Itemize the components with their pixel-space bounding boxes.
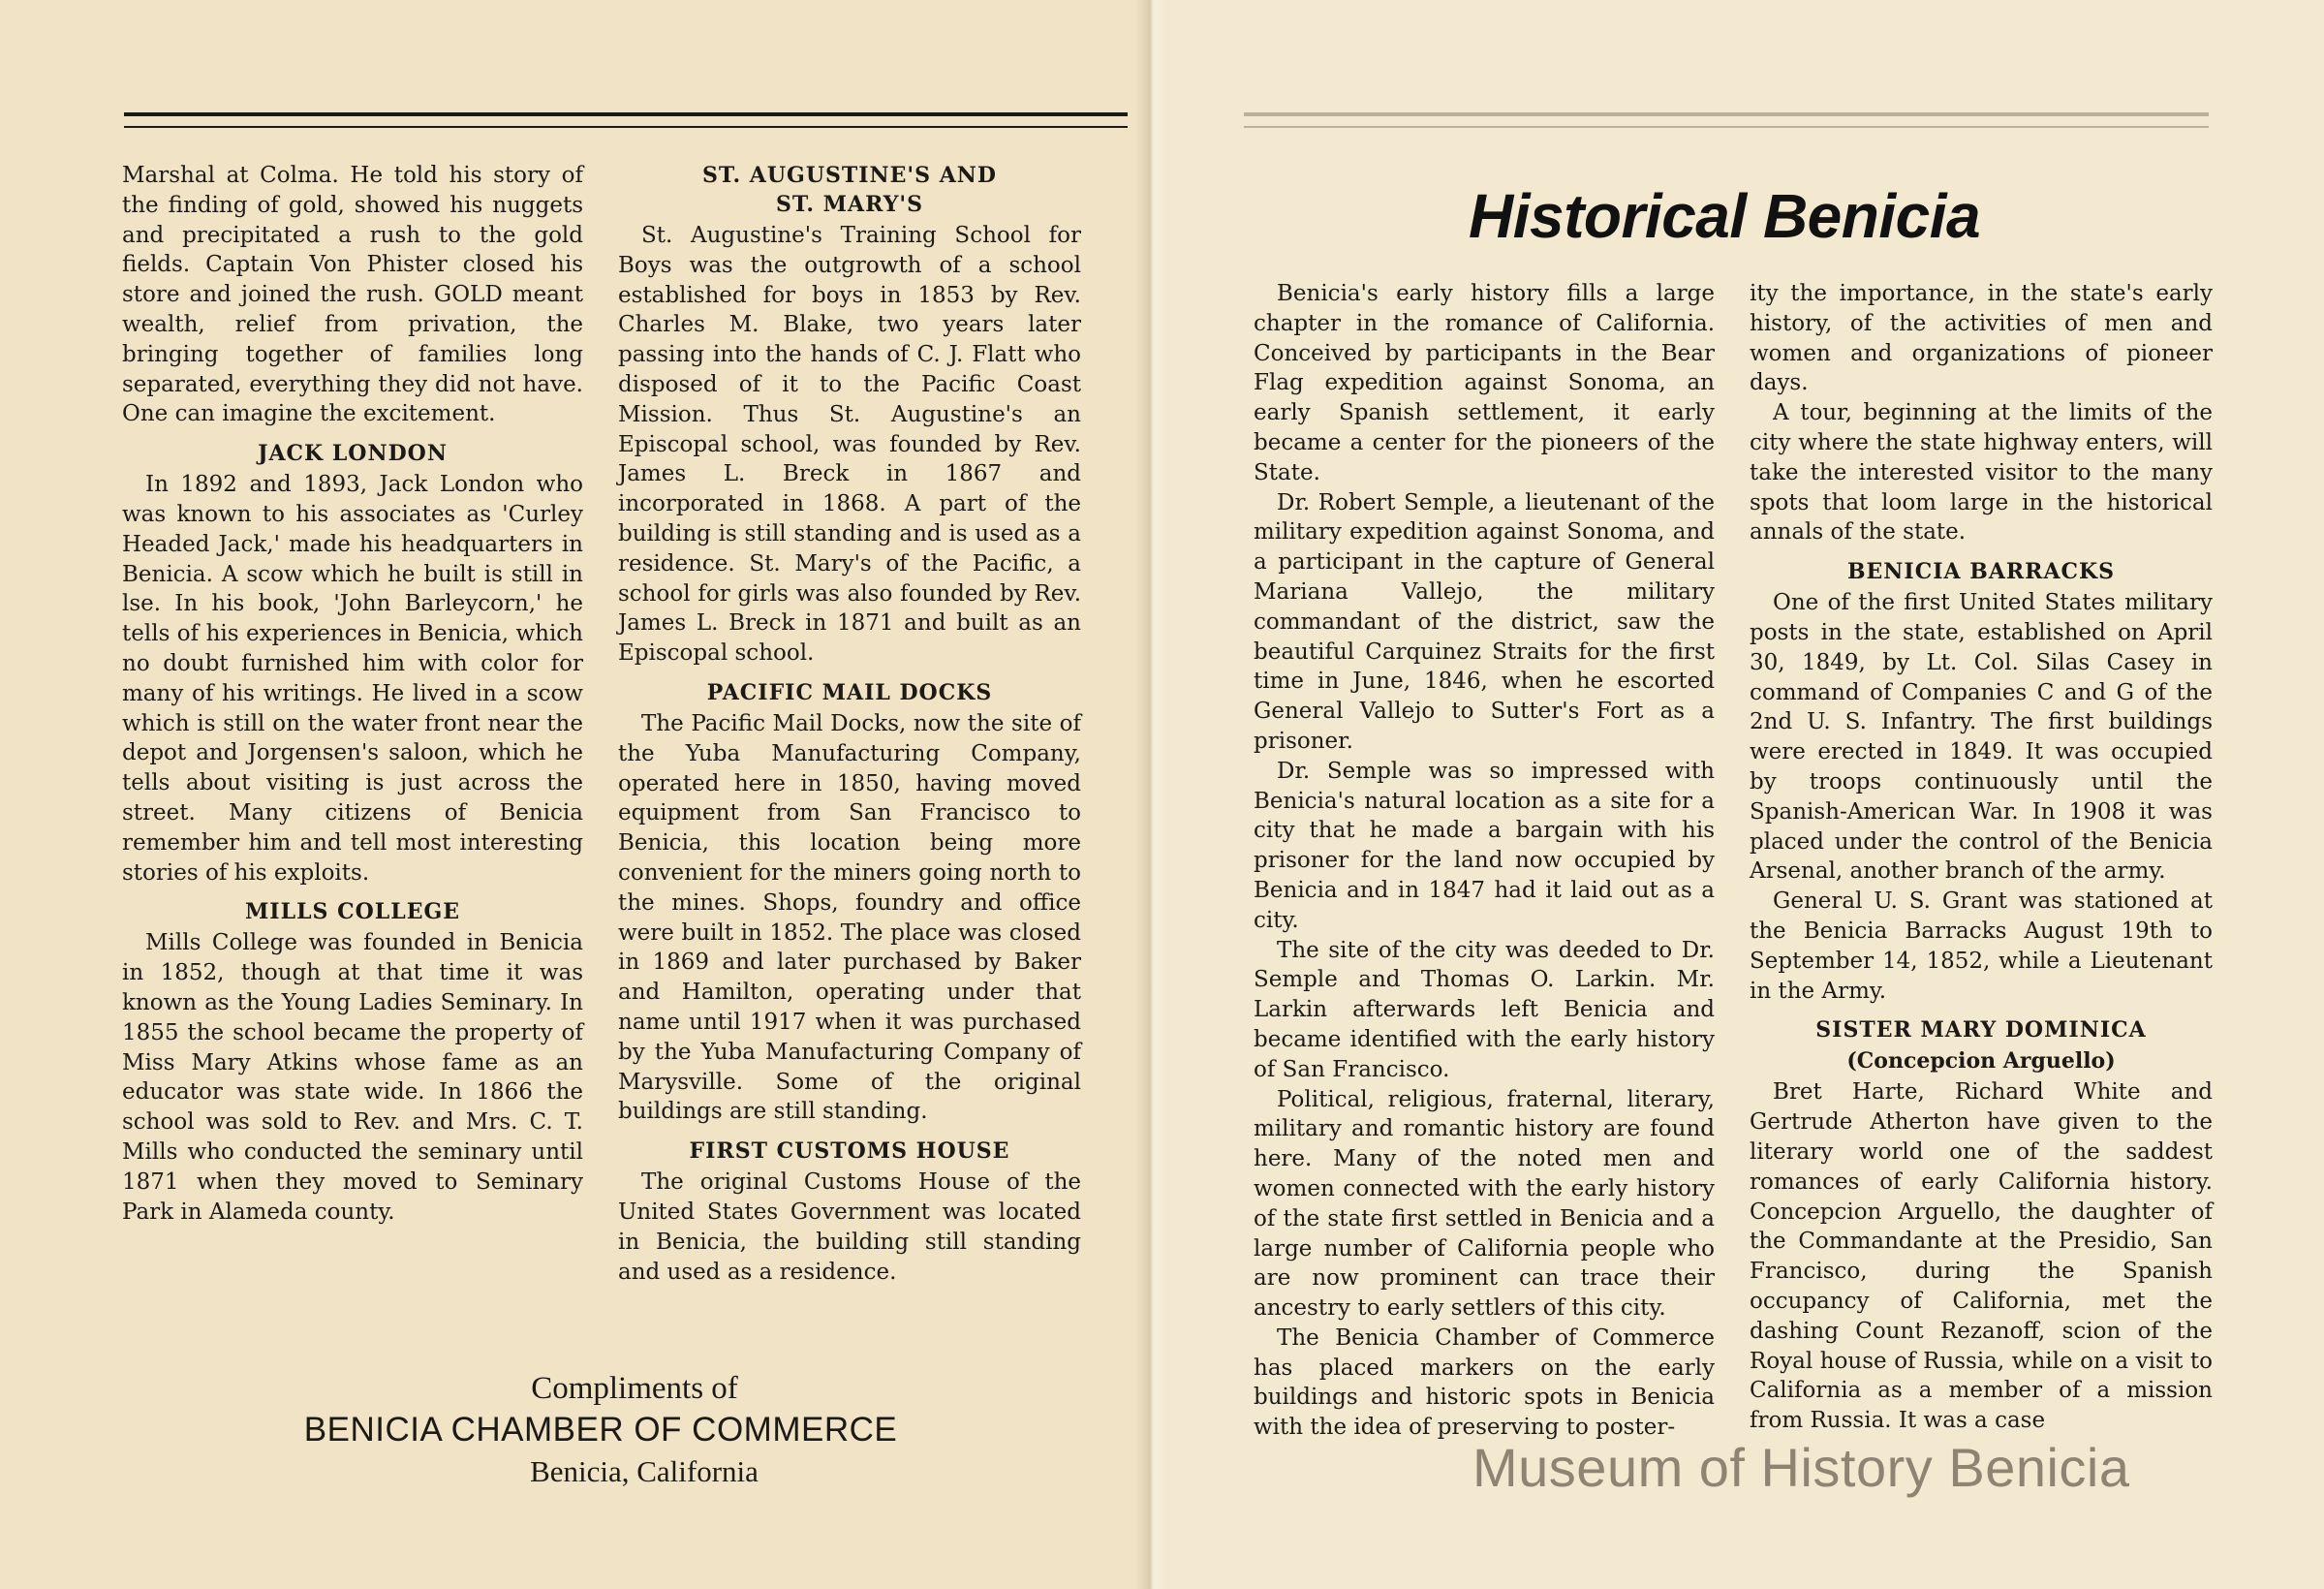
pacific-mail-heading: PACIFIC MAIL DOCKS (706, 679, 993, 705)
top-rule-right (1244, 112, 2209, 128)
intro-paragraph: Marshal at Colma. He told his story of the finding of gold, showed his nuggets and precipitated a rush to the gold fields. Captain Von Phister closed his store and joined the rush. GOLD meant wealth, relief from privation, the bringing together of families long separated, everything they did not have. One can imagine the excitement. (122, 163, 583, 427)
sister-mary-body: Bret Harte, Richard White and Gertrude Atherton have given to the literary world one of the saddest romances of early California history. Concepcion Arguello, the daughter of the Commandante at the Presidio, San Francisco, during the Spanish occupancy of California, met the dashing Count Rezanoff, scion of the Royal house of Russia, while on a visit to California as a member of a mission from Russia. It was a case (1750, 1079, 2213, 1434)
page-fold (1135, 0, 1168, 1589)
museum-watermark: Museum of History Benicia (1472, 1437, 2130, 1498)
chamber-location: Benicia, California (530, 1454, 759, 1488)
right-column-2 (1750, 279, 2213, 1436)
grant-paragraph: General U. S. Grant was stationed at the Benicia Barracks August 19th to September 14, 1852, while a Lieutenant in the Army. (1750, 888, 2213, 1004)
chamber-name: BENICIA CHAMBER OF COMMERCE (303, 1411, 898, 1449)
pacific-mail-body: The Pacific Mail Docks, now the site of the Yuba Manufacturing Company, operated here in 1850, having moved equipment from San Francisco to Benicia, this location being more convenient for the miners going north to the mines. Shops, foundry and office were built in 1852. The place was closed in 1869 and later purchased by Baker and Hamilton, operating under that name until 1917 when it was purchased by the Yuba Manufacturing Company of Marysville. Some of the original buildings are still standing. (618, 710, 1081, 1125)
compliments-block (252, 1368, 949, 1492)
history-paragraph-5: Political, religious, fraternal, literary, military and romantic history are found here. Many of the noted men and women connected with the early history of the state first settled in Benicia and a large number of California people who are now prominent can trace their ancestry to early settlers of this city. (1254, 1086, 1715, 1322)
st-augustine-heading-line2: ST. MARY'S (775, 192, 924, 217)
history-paragraph-3: Dr. Semple was so impressed with Benicia's natural location as a site for a city that he made a bargain with his prisoner for the land now occupied by Benicia and in 1847 had it laid out as a city. (1254, 758, 1715, 933)
st-augustine-heading (618, 161, 1081, 219)
history-paragraph-2: Dr. Robert Semple, a lieutenant of the military expedition against Sonoma, and a participant in the capture of General Mariana Vallejo, the military commandant of the district, saw the beautiful Carquinez Straits for the first time in June, 1846, when he escorted General Vallejo to Sutter's Fort as a prisoner. (1254, 489, 1715, 754)
history-continued-paragraph: ity the importance, in the state's early history, of the activities of men and women and organizations of pioneer days. (1750, 281, 2213, 396)
page-title: Historical Benicia (1469, 181, 1981, 251)
sister-mary-heading: SISTER MARY DOMINICA (1815, 1017, 2147, 1044)
barracks-body: One of the first United States military posts in the state, established on April 30, 1849, by Lt. Col. Silas Casey in command of Companies C and G of the 2nd U. S. Infantry. The first buildings were erected in 1849. It was occupied by troops continuously until the Spanish-American War. In 1908 it was placed under the control of the Benicia Arsenal, another branch of the army. (1750, 590, 2213, 885)
barracks-heading: BENICIA BARRACKS (1846, 559, 2116, 585)
tour-paragraph: A tour, beginning at the limits of the city where the state highway enters, will take the interested visitor to the many spots that loom large in the historical annals of the state. (1750, 400, 2213, 545)
st-augustine-body: St. Augustine's Training School for Boys was the outgrowth of a school established for boys in 1853 by Rev. Charles M. Blake, two years later passing into the hands of C. J. Flatt who disposed of it to the Pacific Coast Mission. Thus St. Augustine's an Episcopal school, was founded by Rev. James L. Breck in 1867 and incorporated in 1868. A part of the building is still standing and is used as a residence. St. Mary's of the Pacific, a school for girls was also founded by Rev. James L. Breck in 1871 and built as an Episcopal school. (618, 223, 1081, 667)
history-paragraph-6: The Benicia Chamber of Commerce has placed markers on the early buildings and historic spots in Benicia with the idea of preserving to poster- (1254, 1324, 1715, 1441)
customs-house-body: The original Customs House of the United States Government was located in Benicia, the building still standing and used as a residence. (618, 1169, 1081, 1285)
mills-college-heading: MILLS COLLEGE (244, 899, 461, 925)
st-augustine-heading-line1: ST. AUGUSTINE'S AND (702, 163, 997, 188)
sister-mary-subheading: (Concepcion Arguello) (1846, 1048, 2116, 1075)
mills-college-body: Mills College was founded in Benicia in 1852, though at that time it was known as the Young Ladies Seminary. In 1855 the school became the property of Miss Mary Atkins whose fame as an educator was state wide. In 1866 the school was sold to Rev. and Mrs. C. T. Mills who conducted the seminary until 1871 when they moved to Seminary Park in Alameda county. (122, 930, 583, 1225)
history-paragraph-4: The site of the city was deeded to Dr. Semple and Thomas O. Larkin. Mr. Larkin afterwards left Benicia and became identified with the early history of San Francisco. (1254, 937, 1715, 1082)
left-column-1 (122, 161, 583, 1227)
jack-london-body: In 1892 and 1893, Jack London who was known to his associates as 'Curley Headed Jack,' made his headquarters in Benicia. A scow which he built is still in lse. In his book, 'John Barleycorn,' he tells of his experiences in Benicia, which no doubt furnished him with color for many of his writings. He lived in a scow which is still on the water front near the depot and Jorgensen's saloon, which he tells about visiting is just across the street. Many citizens of Benicia remember him and tell most interesting stories of his exploits. (122, 472, 583, 886)
compliments-line: Compliments of (531, 1371, 738, 1406)
left-column-2 (618, 161, 1081, 1287)
top-rule-left (124, 112, 1128, 128)
customs-house-heading: FIRST CUSTOMS HOUSE (689, 1138, 1010, 1165)
right-column-1 (1254, 279, 1715, 1443)
history-paragraph-1: Benicia's early history fills a large chapter in the romance of California. Conceived by participants in the Bear Flag expedition against Sonoma, an early Spanish settlement, it early became a center for the pioneers of the State. (1254, 281, 1715, 485)
jack-london-heading: JACK LONDON (258, 441, 448, 467)
